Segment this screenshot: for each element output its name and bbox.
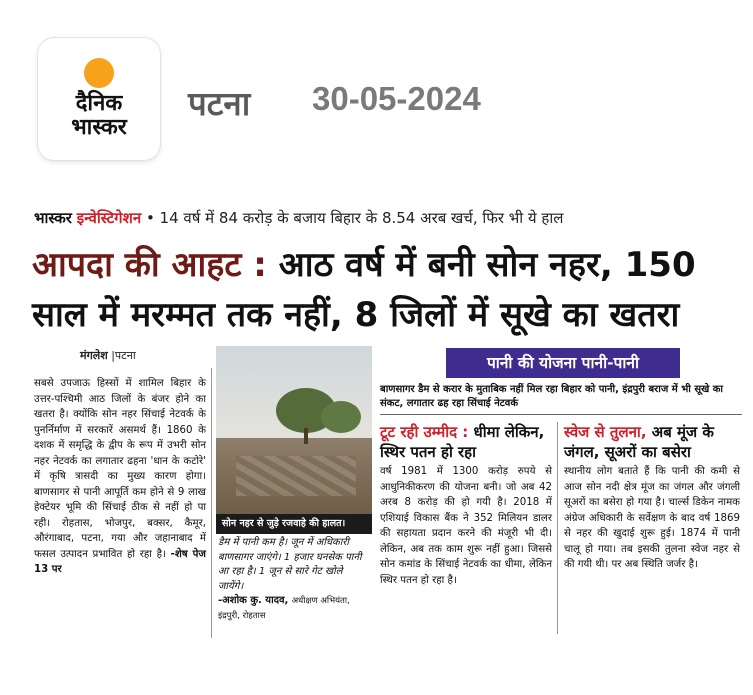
- newspaper-logo: [38, 38, 160, 160]
- headline-line-2: साल में मरम्मत तक नहीं, 8 जिलों में सूखे का खतरा: [32, 295, 680, 335]
- byline-name: मंगलेश: [80, 349, 108, 362]
- logo-line-1: दैनिक: [75, 91, 123, 116]
- quote-name: -अशोक कु. यादव,: [218, 595, 289, 606]
- byline: [80, 348, 136, 363]
- kicker-tag: इन्वेस्टिगेशन: [76, 209, 142, 227]
- official-quote: [216, 536, 372, 636]
- lead-text: सबसे उपजाऊ हिस्सों में शामिल बिहार के उत्तर-पश्चिमी आठ जिलों के बंजर होने का खतरा है। क्योंकि सोन नहर सिंचाई नेटवर्क के पुनर्निर्माण में सरकारें असमर्थ हैं। 1860 के दशक में समृद्धि के द्वीप के रूप में उभरी सोन नहर नेटवर्क का लगातार ढहना 'धान के कटोरे' में कृषि त्रासदी का मुख्य कारण होगा। बाणसागर से पानी आपूर्ति कम होने से 9 लाख हेक्टेयर भूमि की सिंचाई ठीक से नहीं हो पा रही। रोहतास, भोजपुर, बक्सर, कैमूर, औरंगाबाद, पटना, गया और जहानाबाद में फसल उत्पादन प्रभावित हो रहा है।: [34, 378, 206, 560]
- edition-date: 30-05-2024: [312, 80, 481, 117]
- column-suez-title-rest: अब मूंज के जंगल, सूअरों का बसेरा: [564, 423, 714, 461]
- sun-icon: [84, 58, 114, 88]
- subheadline: बाणसागर डैम से करार के मुताबिक नहीं मिल रहा बिहार को पानी, इंद्रपुरी बराज में भी सूखे का संकट, लगातार ढह रहा सिंचाई नेटवर्क: [380, 384, 724, 409]
- canal-photo: [216, 346, 372, 514]
- column-suez: [564, 422, 740, 573]
- headline: [32, 240, 696, 340]
- headline-part-1: आपदा की आहट :: [32, 245, 267, 285]
- column-suez-title-red: स्वेज से तुलना,: [564, 423, 647, 441]
- quote-text: डैम में पानी कम है। जून में अधिकारी बाणसागर जाएंगे। 1 हजार घनसेक पानी आ रहा है। 1 जून से सारे गेट खोले जायेंगे।: [218, 537, 362, 592]
- lead-column: [34, 376, 206, 578]
- section-rule: [380, 414, 742, 415]
- edition-city: पटना: [188, 84, 251, 123]
- kicker-brand: भास्कर: [34, 209, 72, 227]
- column-suez-title: [564, 422, 740, 462]
- column-hope-title-rest: धीमा लेकिन, स्थिर पतन हो रहा: [380, 423, 545, 461]
- column-divider-2: [557, 422, 558, 634]
- column-divider: [211, 368, 212, 638]
- kicker-line: [34, 208, 563, 228]
- section-banner: पानी की योजना पानी-पानी: [446, 348, 680, 378]
- column-hope: [380, 422, 552, 588]
- kicker-text: • 14 वर्ष में 84 करोड़ के बजाय बिहार के 8.54 अरब खर्च, फिर भी ये हाल: [145, 209, 564, 227]
- photo-caption: सोन नहर से जुड़े रजवाहे की हालत।: [216, 514, 372, 534]
- logo-line-2: भास्कर: [71, 115, 127, 140]
- headline-part-2: आठ वर्ष में बनी सोन नहर, 150: [266, 245, 696, 285]
- continued-note: -शेष पेज 13 पर: [34, 548, 206, 575]
- column-hope-title: [380, 422, 552, 462]
- column-suez-text: स्थानीय लोग बताते हैं कि पानी की कमी से आज सोन नदी क्षेत्र मूंज का जंगल और जंगली सूअरों का बसेरा हो गया है। चार्ल्स डिकेन नामक अंग्रेज अधिकारी के सर्वेक्षण के बाद वर्ष 1869 से नहर की खुदाई शुरू हुई। 1874 में पानी चालू हो गया। तब इसकी तुलना स्वेज नहर से की गयी थी। पर अब स्थिति जर्जर है।: [564, 466, 740, 570]
- column-hope-title-red: टूट रही उम्मीद :: [380, 423, 469, 441]
- quote-role: अधीक्षण अभियंता, इंद्रपुरी, रोहतास: [218, 596, 350, 621]
- news-clipping: [28, 200, 744, 640]
- column-hope-text: वर्ष 1981 में 1300 करोड़ रुपये से आधुनिकीकरण की योजना बनी। जो अब 42 अरब 8 करोड़ की हो गयी है। 2018 में एशियाई विकास बैंक ने 352 मिलियन डालर की सहायता प्रदान करने की मंजूरी भी दी। लेकिन, अब तक काम शुरू नहीं हुआ। जिससे सोन कमांड के सिंचाई नेटवर्क का धीमा, लेकिन स्थिर पतन हो रहा है।: [380, 466, 552, 586]
- byline-place: |पटना: [111, 349, 136, 362]
